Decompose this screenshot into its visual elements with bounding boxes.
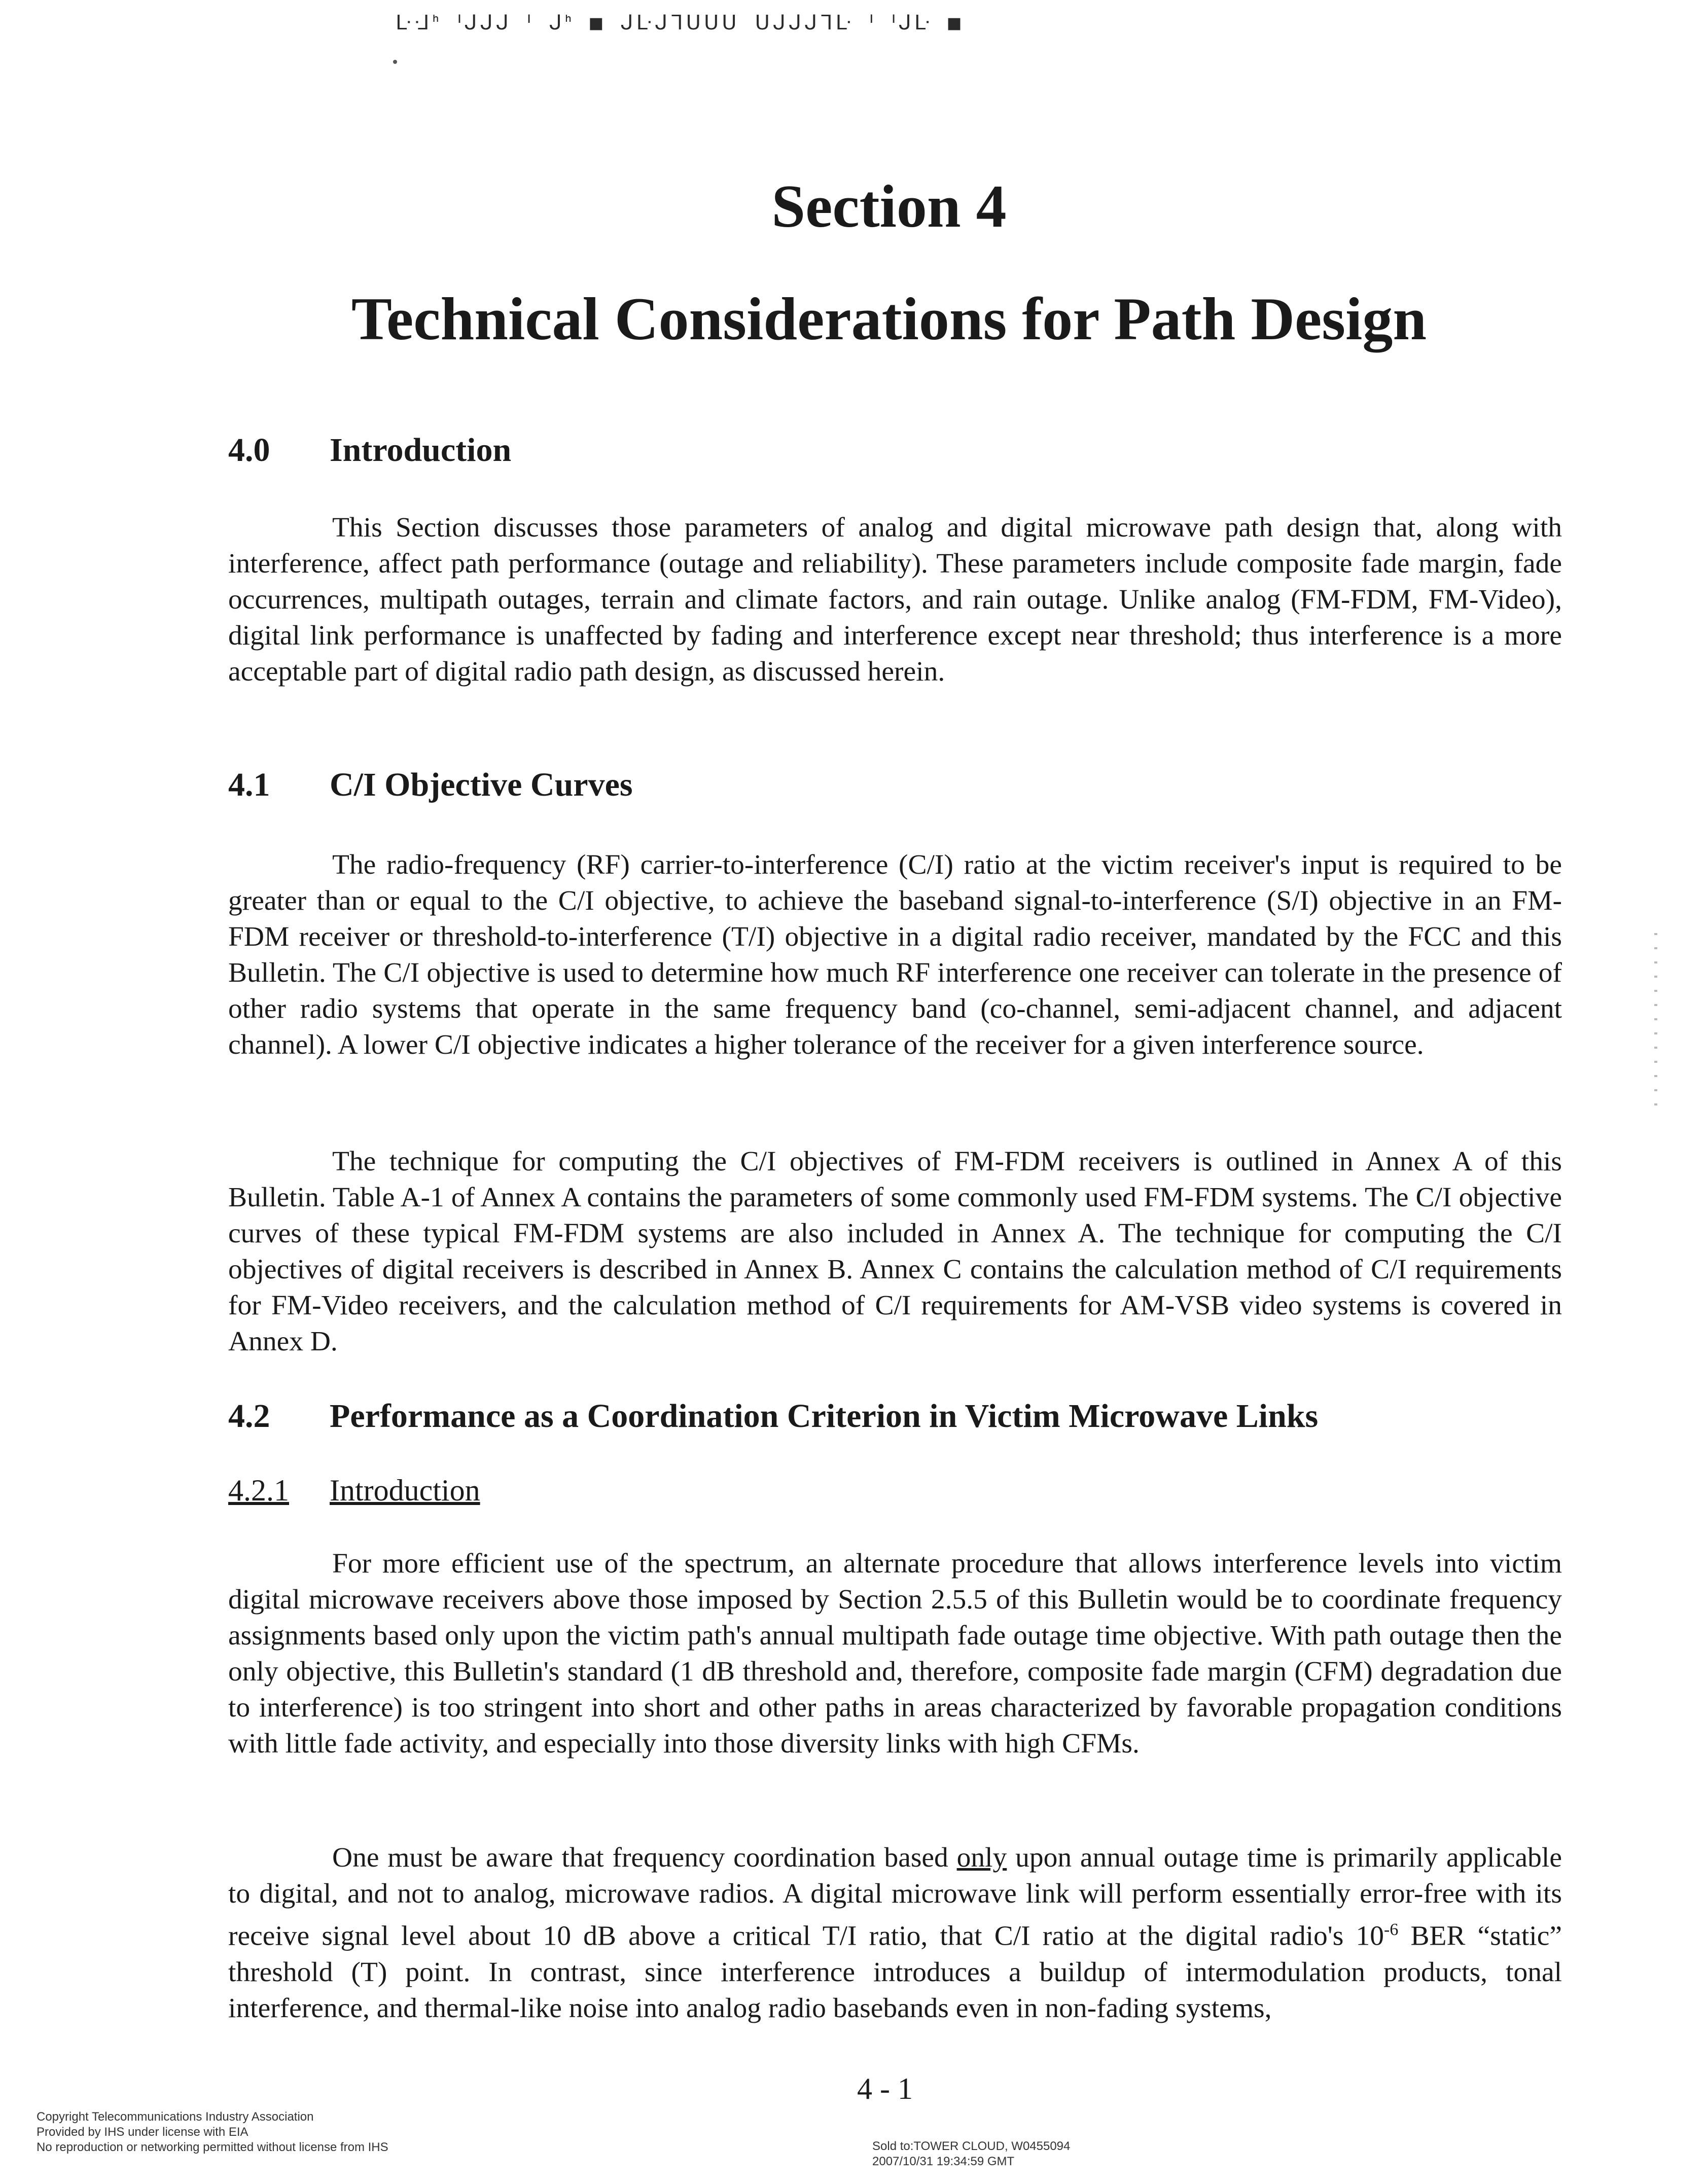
footer-provided: Provided by IHS under license with EIA <box>37 2125 248 2139</box>
exponent: -6 <box>1384 1920 1399 1939</box>
heading-number: 4.2 <box>228 1398 270 1435</box>
paragraph-4-2-1-b <box>228 1840 1562 2026</box>
paragraph-4-1-a: The radio-frequency (RF) carrier-to-interference (C/I) ratio at the victim receiver's input is required to be greater than or equal to the C/I objective, to achieve the baseband signal-to-interference (S/I) objective in an FM-FDM receiver or threshold-to-interference (T/I) objective in a digital radio receiver, mandated by the FCC and this Bulletin. The C/I objective is used to determine how much RF interference one receiver can tolerate in the presence of other radio systems that operate in the same frequency band (co-channel, semi-adjacent channel, and adjacent channel). A lower C/I objective indicates a higher tolerance of the receiver for a given interference source. <box>228 849 1562 1060</box>
heading-number: 4.0 <box>228 432 270 469</box>
subheading-4-2-1 <box>228 1473 480 1508</box>
margin-scan-marks <box>1654 933 1657 1111</box>
scan-artifact-header: ᒷᒲᑋ ᑊᒍᒍᒍ ᑊ ᒍᑋ ■ ᒍᒷᒍᒣᑌᑌᑌ ᑌᒍᒍᒍᒣᒷ ᑊ ᑊᒍᒷ ■ <box>396 11 964 34</box>
subheading-number: 4.2.1 <box>228 1474 289 1507</box>
footer-sale-block <box>872 2139 1070 2169</box>
emphasis-only: only <box>956 1842 1007 1873</box>
heading-title: Performance as a Coordination Criterion in Victim Microwave Links <box>330 1398 1319 1435</box>
heading-4-0 <box>228 431 511 470</box>
subheading-title: Introduction <box>330 1474 480 1507</box>
footer-no-reproduction: No reproduction or networking permitted without license from IHS <box>37 2140 388 2154</box>
footer-sold-to: Sold to:TOWER CLOUD, W0455094 <box>872 2139 1071 2153</box>
footer-copyright-block <box>37 2109 388 2155</box>
heading-title: Introduction <box>330 432 512 469</box>
paragraph-4-0: This Section discusses those parameters of analog and digital microwave path design that, along with interference, affect path performance (outage and reliability). These parameters include composite fade margin, fade occurrences, multipath outages, terrain and climate factors, and rain outage. Unlike analog (FM-FDM, FM-Video), digital link performance is unaffected by fading and interference except near threshold; thus interference is a more acceptable part of digital radio path design, as discussed herein. <box>228 512 1562 687</box>
heading-number: 4.1 <box>228 766 270 803</box>
footer-timestamp: 2007/10/31 19:34:59 GMT <box>872 2155 1015 2168</box>
text-run: upon annual outage time is primarily applicable to digital, and not to analog, microwave radios. A digital microwave link will perform essentially error-free with its receive signal level about 10 dB above a critical T/I ratio, that C/I ratio at the digital radio's 10 <box>228 1842 1562 1952</box>
scan-speck <box>393 60 397 64</box>
section-number: Section 4 <box>771 172 1007 240</box>
footer-copyright: Copyright Telecommunications Industry Association <box>37 2110 314 2124</box>
section-title: Technical Considerations for Path Design <box>351 285 1427 352</box>
heading-4-2 <box>228 1397 1318 1436</box>
paragraph-4-2-1-a: For more efficient use of the spectrum, an alternate procedure that allows interference levels into victim digital microwave receivers above those imposed by Section 2.5.5 of this Bulletin would be to coordinate frequency assignments based only upon the victim path's annual multipath fade outage time objective. With path outage then the only objective, this Bulletin's standard (1 dB threshold and, therefore, composite fade margin (CFM) degradation due to interference) is too stringent into short and other paths in areas characterized by favorable propagation conditions with little fade activity, and especially into those diversity links with high CFMs. <box>228 1548 1562 1759</box>
text-run: One must be aware that frequency coordination based <box>332 1842 957 1873</box>
paragraph-4-1-b: The technique for computing the C/I objectives of FM-FDM receivers is outlined in Annex A of this Bulletin. Table A-1 of Annex A contains the parameters of some commonly used FM-FDM systems. The C/I objective curves of these typical FM-FDM systems are also included in Annex A. The technique for computing the C/I objectives of digital receivers is described in Annex B. Annex C contains the calculation method of C/I requirements for FM-Video receivers, and the calculation method of C/I requirements for AM-VSB video systems is covered in Annex D. <box>228 1146 1562 1357</box>
heading-title: C/I Objective Curves <box>330 766 633 803</box>
heading-4-1 <box>228 766 633 804</box>
page-number: 4 - 1 <box>857 2072 913 2105</box>
text-run: BER “static” threshold (T) point. In contrast, since interference introduces a buildup of intermodulation products, tonal interference, and thermal-like noise into analog radio basebands even in non-fading systems, <box>228 1920 1562 2024</box>
